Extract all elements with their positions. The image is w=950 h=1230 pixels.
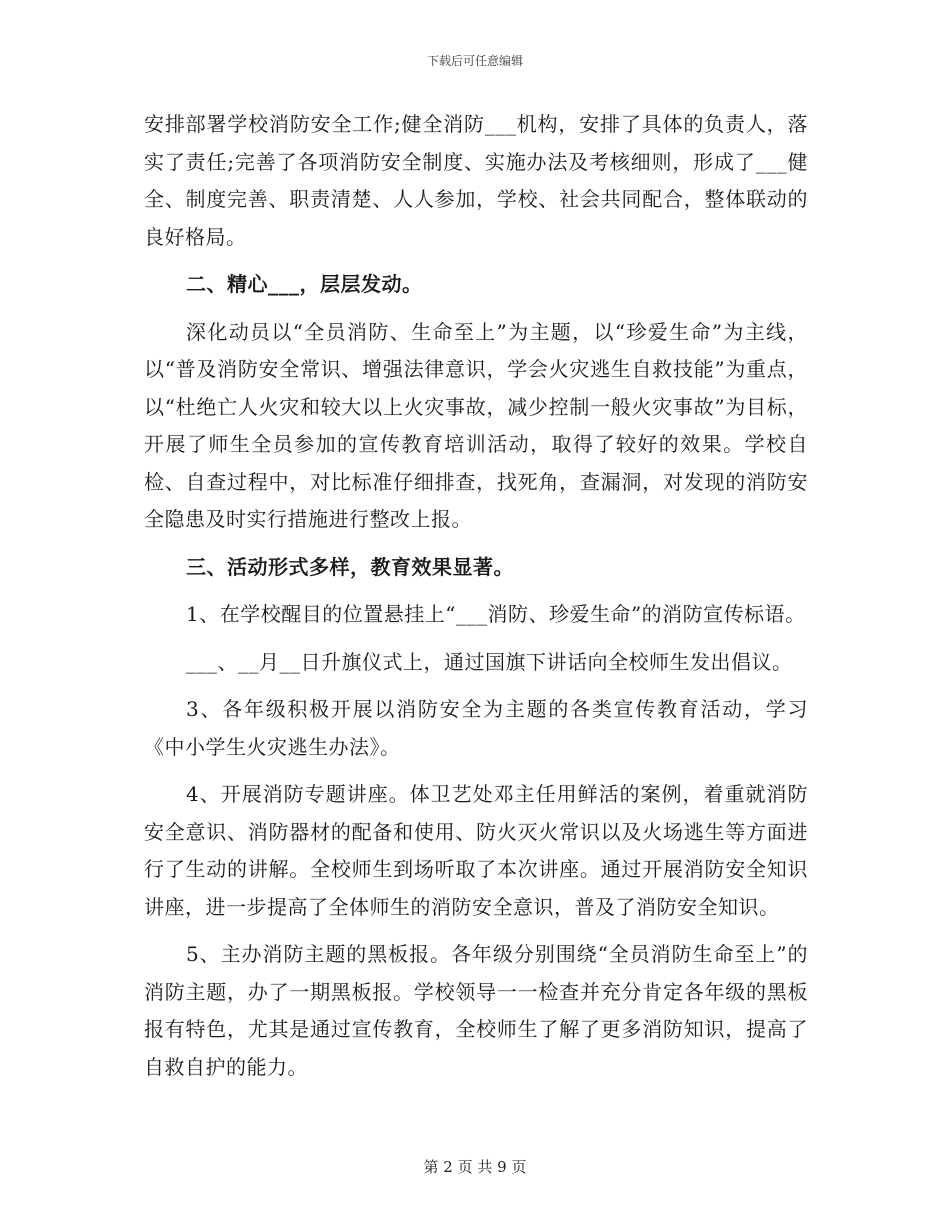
page-header: 下载后可任意编辑 [426,54,523,68]
document-body [144,106,808,1096]
list-item-5: 5、主办消防主题的黑板报。各年级分别围绕“全员消防生命至上”的消防主题，办了一期黑板报。学校领导一一检查并充分肯定各年级的黑板报有特色，尤其是通过宣传教育，全校师生了解了更多消防知识，提高了自救自护的能力。 [144,942,808,1079]
list-item-1: 1、在学校醒目的位置悬挂上“___消防、珍爱生命”的消防宣传标语。 [186,602,806,626]
paragraph-continuation: 安排部署学校消防安全工作;健全消防___机构，安排了具体的负责人，落实了责任;完善了各项消防安全制度、实施办法及考核细则，形成了___健全、制度完善、职责清楚、人人参加，学校、社会共同配合，整体联动的良好格局。 [144,112,808,249]
section-heading-3: 三、活动形式多样，教育效果显著。 [186,554,514,579]
list-item-4: 4、开展消防专题讲座。体卫艺处邓主任用鲜活的案例，着重就消防安全意识、消防器材的配备和使用、防火灭火常识以及火场逃生等方面进行了生动的讲解。全校师生到场听取了本次讲座。通过开展消防安全知识讲座，进一步提高了全体师生的消防安全意识，普及了消防安全知识。 [144,782,808,919]
page-number: 第 2 页 共 9 页 [423,1158,527,1176]
section-heading-2: 二、精心___，层层发动。 [186,272,423,296]
paragraph-mobilization: 深化动员以“全员消防、生命至上”为主题，以“珍爱生命”为主线，以“普及消防安全常识、增强法律意识，学会火灾逃生自救技能”为重点，以“杜绝亡人火灾和较大以上火灾事故，减少控制一般火灾事故”为目标，开展了师生全员参加的宣传教育培训活动，取得了较好的效果。学校自检、自查过程中，对比标准仔细排查，找死角，查漏洞，对发现的消防安全隐患及时实行措施进行整改上报。 [144,319,808,531]
list-item-3: 3、各年级积极开展以消防安全为主题的各类宣传教育活动，学习《中小学生火灾逃生办法》。 [144,697,808,759]
list-item-2: ___、__月__日升旗仪式上，通过国旗下讲话向全校师生发出倡议。 [186,649,793,674]
